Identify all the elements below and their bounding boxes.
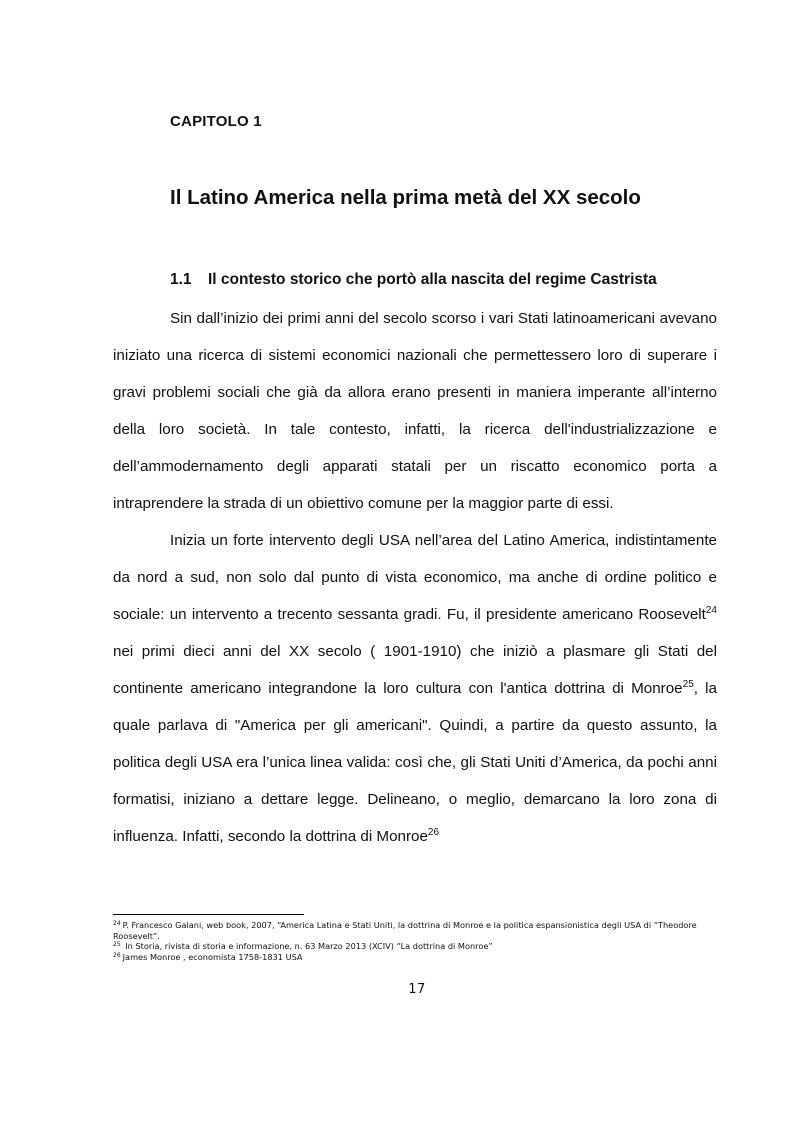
footnote-number: 25 [113, 941, 121, 948]
section-title: Il contesto storico che portò alla nascita del regime Castrista [208, 271, 657, 288]
footnote-reference[interactable]: 24 [705, 605, 717, 616]
paragraph [113, 522, 717, 855]
footnote-number: 24 [113, 920, 121, 927]
chapter-title: Il Latino America nella prima metà del XX secolo [170, 186, 641, 209]
paragraph-text: , la quale parlava di "America per gli americani". Quindi, a partire da questo assunto, la politica degli USA era l’unica linea valida: così che, gli Stati Uniti d’America, da pochi anni formatisi, iniziano a dettare legge. Delineano, o meglio, demarcano la loro zona di influenza. Infatti, secondo la dottrina di Monroe [113, 680, 718, 845]
paragraph-text: nei primi dieci anni del XX secolo ( 1901-1910) che iniziò a plasmare gli Stati del continente americano integrandone la loro cultura con l'antica dottrina di Monroe [113, 643, 717, 697]
chapter-label: CAPITOLO 1 [170, 113, 262, 130]
paragraph: Sin dall’inizio dei primi anni del secolo scorso i vari Stati latinoamericani avevano iniziato una ricerca di sistemi economici nazionali che permettessero loro di superare i gravi problemi sociali che già da allora erano presenti in maniera imperante all’interno della loro società. In tale contesto, infatti, la ricerca dell'industrializzazione e dell’ammodernamento degli apparati statali per un riscatto economico porta a intraprendere la strada di un obiettivo comune per la maggior parte di essi. [113, 310, 717, 512]
footnote [113, 920, 717, 941]
footnote-reference[interactable]: 25 [682, 679, 694, 690]
footnote-number: 26 [113, 951, 121, 959]
footnote-text: James Monroe , economista 1758-1831 USA [122, 951, 303, 962]
footnote [113, 952, 717, 963]
footnotes [113, 920, 717, 962]
paragraph-text: Inizia un forte intervento degli USA nell’area del Latino America, indistintamente da nord a sud, non solo dal punto di vista economico, ma anche di ordine politico e sociale: un intervento a trecento sessanta gradi. Fu, il presidente americano Roosevelt [113, 532, 717, 623]
body-text [113, 300, 717, 855]
footnote-text: P. Francesco Galani, web book, 2007, “America Latina e Stati Uniti, la dottrina di Monroe e la politica espansionistica degli USA di “Theodore Roosevelt”. [113, 920, 697, 941]
section-heading [170, 271, 657, 289]
page-number: 17 [408, 982, 426, 997]
footnote-text: In Storia, rivista di storia e informazione, n. 63 Marzo 2013 (XCIV) “La dottrina di Monroe” [122, 941, 493, 951]
footnote-reference[interactable]: 26 [427, 827, 440, 838]
footnote [113, 941, 717, 952]
footnote-separator [113, 914, 304, 915]
section-number: 1.1 [170, 271, 192, 288]
